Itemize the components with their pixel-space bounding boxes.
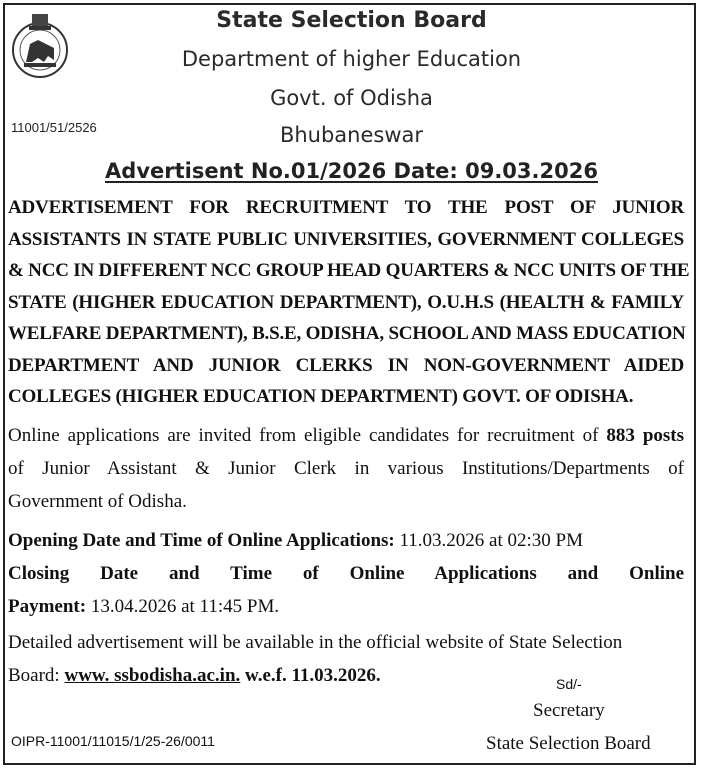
heading-line: DEPARTMENT AND JUNIOR CLERKS IN NON-GOVERNMENT AIDED: [8, 354, 684, 376]
signature-office: State Selection Board: [486, 733, 651, 754]
city-name: Bhubaneswar: [279, 123, 424, 147]
signature-sd: Sd/-: [556, 676, 582, 692]
heading-line: COLLEGES (HIGHER EDUCATION DEPARTMENT) GOVT. OF ODISHA.: [8, 386, 634, 407]
heading-line: & NCC IN DIFFERENT NCC GROUP HEAD QUARTERS & NCC UNITS OF THE: [8, 260, 690, 281]
signature-designation: Secretary: [533, 700, 605, 721]
advertisement-title: Advertisent No.01/2026 Date: 09.03.2026: [105, 159, 598, 183]
online-applications-paragraph: [8, 419, 684, 518]
board-name: State Selection Board: [216, 8, 487, 33]
detail-line-2: Board: www. ssbodisha.ac.in. w.e.f. 11.03.2026.: [8, 665, 381, 686]
reference-number: 11001/51/2526: [11, 120, 97, 135]
online-line-3: Government of Odisha.: [8, 491, 187, 512]
closing-date: Payment: 13.04.2026 at 11:45 PM.: [8, 596, 280, 617]
online-line-1: Online applications are invited from eligible candidates for recruitment of 883 posts: [8, 425, 685, 446]
dates-paragraph: [8, 524, 684, 623]
heading-line: WELFARE DEPARTMENT), B.S.E, ODISHA, SCHOOL AND MASS EDUCATION: [8, 323, 686, 344]
heading-line: ASSISTANTS IN STATE PUBLIC UNIVERSITIES, GOVERNMENT COLLEGES: [8, 228, 684, 250]
opening-date: Opening Date and Time of Online Applications: 11.03.2026 at 02:30 PM: [8, 530, 584, 551]
online-line-2: of Junior Assistant & Junior Clerk in various Institutions/Departments of: [8, 458, 684, 479]
oipr-number: OIPR-11001/11015/1/25-26/0011: [11, 733, 215, 749]
recruitment-heading: [8, 192, 690, 413]
closing-date-label: Closing Date and Time of Online Applications and Online: [8, 563, 684, 584]
post-count: 883 posts: [606, 425, 685, 446]
detail-line-1: Detailed advertisement will be available in the official website of State Selection: [8, 632, 623, 653]
heading-line: ADVERTISEMENT FOR RECRUITMENT TO THE POST OF JUNIOR: [8, 197, 684, 218]
detail-paragraph: [8, 626, 684, 692]
heading-line: STATE (HIGHER EDUCATION DEPARTMENT), O.U.H.S (HEALTH & FAMILY: [8, 291, 684, 313]
government-name: Govt. of Odisha: [270, 86, 433, 110]
website-link[interactable]: www. ssbodisha.ac.in.: [64, 665, 241, 686]
department-name: Department of higher Education: [181, 47, 522, 71]
